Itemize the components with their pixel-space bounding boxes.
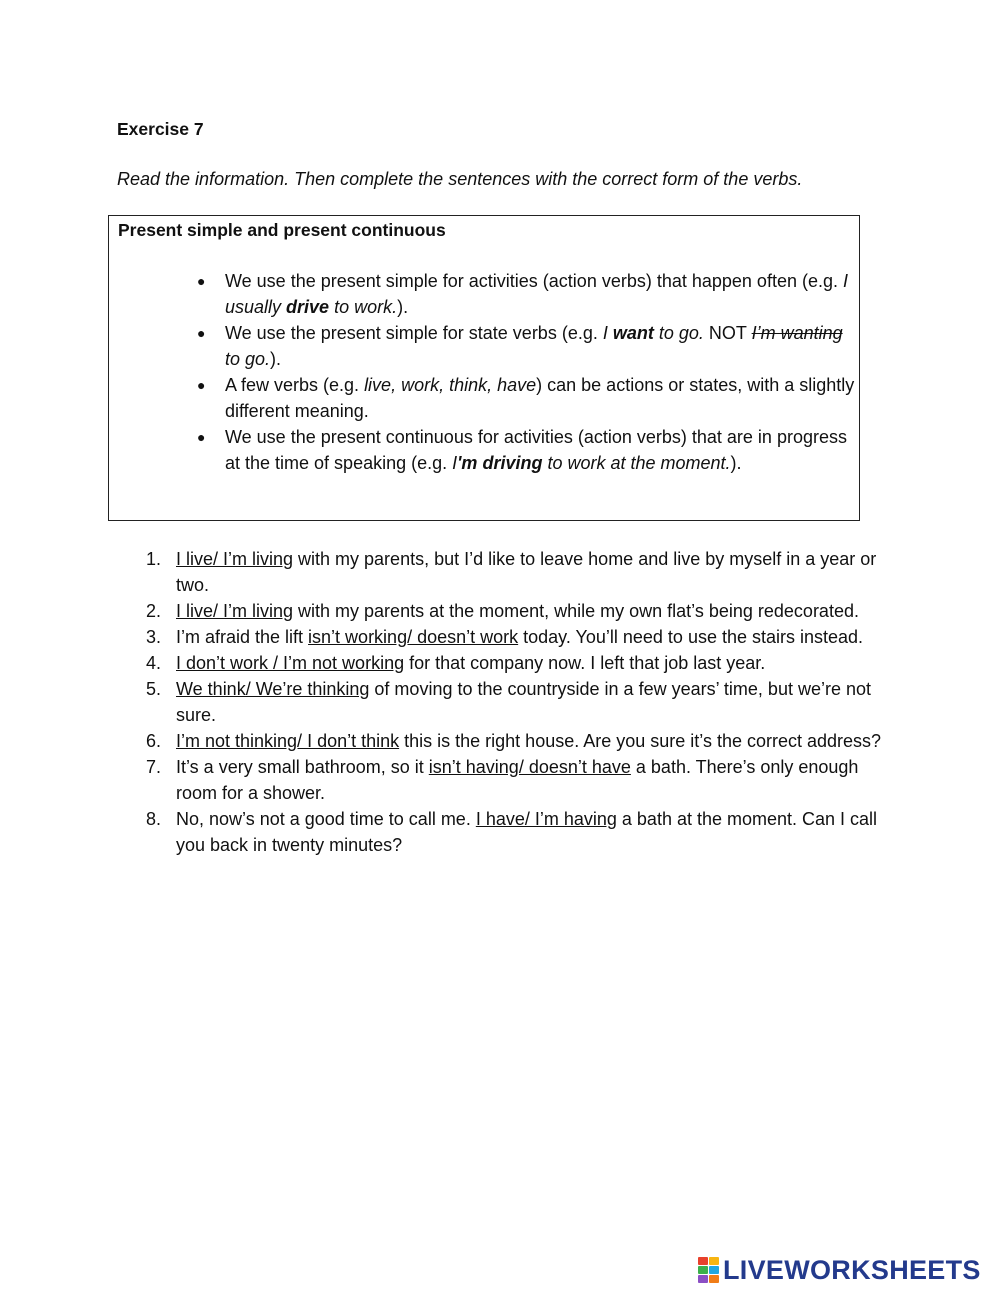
grammar-rule: ● We use the present simple for state verbs (e.g. I want to go. NOT I’m wanting to go.).: [225, 320, 855, 372]
bullet-icon: ●: [197, 429, 206, 445]
exercise-title: Exercise 7: [117, 119, 204, 139]
verb-choice[interactable]: I live/ I’m living: [176, 601, 294, 621]
verb-choice[interactable]: I have/ I’m having: [475, 809, 617, 829]
bullet-icon: ●: [197, 273, 206, 289]
question-item: 1. I live/ I’m living with my parents, but I’d like to leave home and live by myself in a year or two.: [176, 546, 886, 598]
questions-list: [146, 546, 886, 858]
verb-choice[interactable]: isn’t having/ doesn’t have: [428, 757, 631, 777]
logo-blocks-icon: [698, 1257, 720, 1283]
grammar-rule: ● We use the present continuous for activities (action verbs) that are in progress at the time of speaking (e.g. I'm driving to work at the moment.).: [225, 424, 855, 476]
question-number: 3.: [146, 627, 162, 647]
grammar-box-heading: Present simple and present continuous: [118, 220, 446, 240]
question-item: 5. We think/ We’re thinking of moving to the countryside in a few years’ time, but we’re not sure.: [176, 676, 886, 728]
verb-choice[interactable]: I don’t work / I’m not working: [176, 653, 405, 673]
question-number: 7.: [146, 757, 162, 777]
verb-choice[interactable]: I’m not thinking/ I don’t think: [176, 731, 400, 751]
question-number: 2.: [146, 601, 162, 621]
question-item: 6. I’m not thinking/ I don’t think this is the right house. Are you sure it’s the correct address?: [176, 728, 886, 754]
incorrect-example: I’m wanting: [751, 323, 843, 343]
bullet-icon: ●: [197, 377, 206, 393]
logo-text: LIVEWORKSHEETS: [723, 1254, 981, 1285]
question-number: 6.: [146, 731, 162, 751]
question-item: 7. It’s a very small bathroom, so it isn’t having/ doesn’t have a bath. There’s only enough room for a shower.: [176, 754, 886, 806]
question-item: 3. I’m afraid the lift isn’t working/ doesn’t work today. You’ll need to use the stairs instead.: [176, 624, 886, 650]
verb-choice[interactable]: I live/ I’m living: [176, 549, 294, 569]
exercise-instruction: Read the information. Then complete the sentences with the correct form of the verbs.: [117, 169, 803, 189]
grammar-rules-list: [197, 268, 855, 476]
question-item: 4. I don’t work / I’m not working for that company now. I left that job last year.: [176, 650, 886, 676]
question-number: 1.: [146, 549, 162, 569]
question-item: 2. I live/ I’m living with my parents at the moment, while my own flat’s being redecorated.: [176, 598, 886, 624]
question-number: 8.: [146, 809, 162, 829]
liveworksheets-logo[interactable]: [698, 1255, 981, 1285]
verb-choice[interactable]: isn’t working/ doesn’t work: [308, 627, 519, 647]
grammar-box: [108, 215, 860, 521]
verb-choice[interactable]: We think/ We’re thinking: [176, 679, 370, 699]
question-item: 8. No, now’s not a good time to call me. I have/ I’m having a bath at the moment. Can I call you back in twenty minutes?: [176, 806, 886, 858]
question-number: 4.: [146, 653, 162, 673]
bullet-icon: ●: [197, 325, 206, 341]
grammar-rule: ● We use the present simple for activities (action verbs) that happen often (e.g. I usually drive to work.).: [225, 268, 855, 320]
grammar-rule: ● A few verbs (e.g. live, work, think, have) can be actions or states, with a slightly different meaning.: [225, 372, 855, 424]
question-number: 5.: [146, 679, 162, 699]
